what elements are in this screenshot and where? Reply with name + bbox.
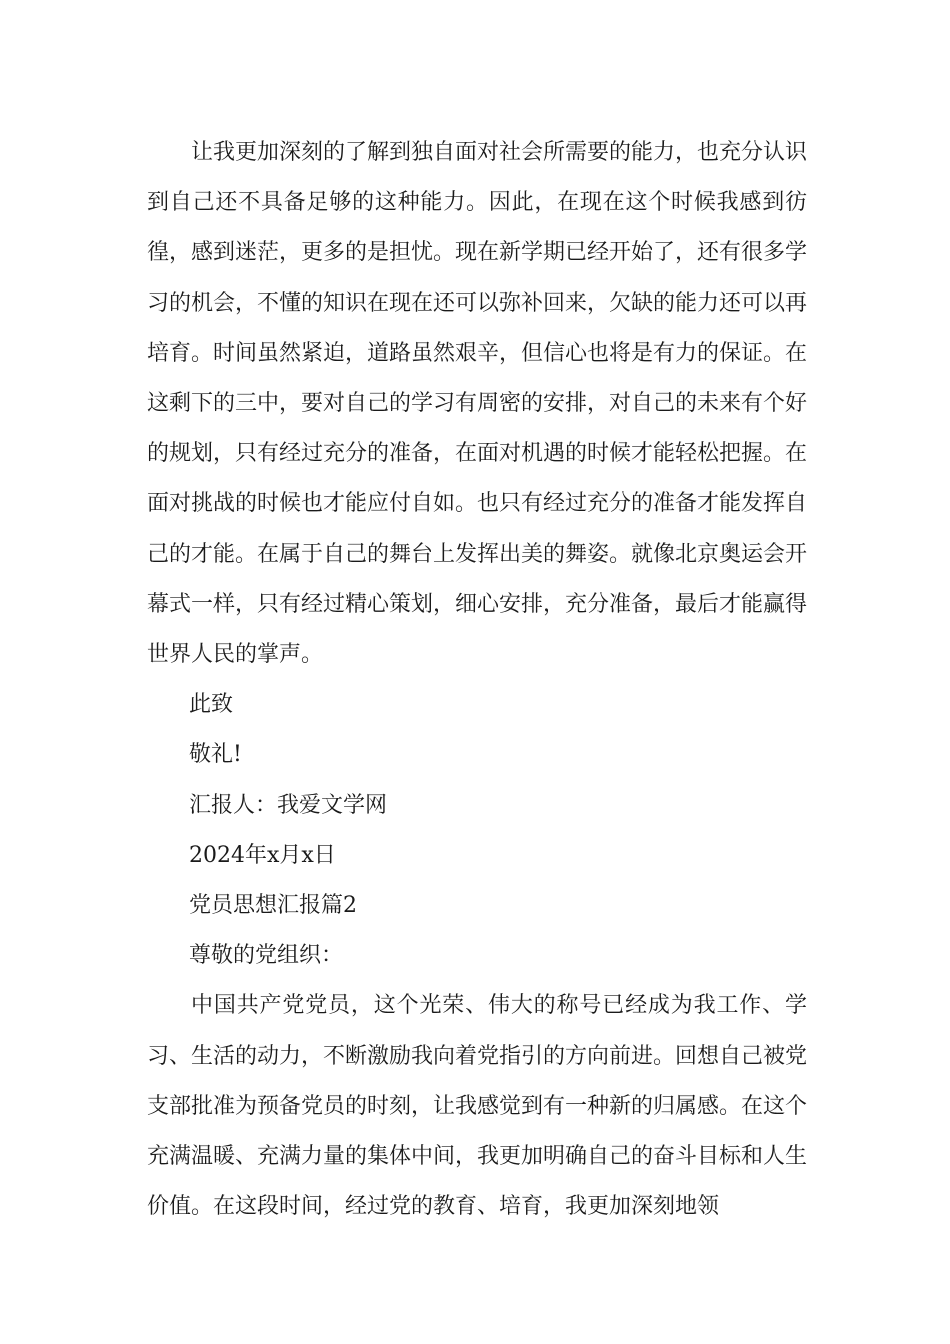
reporter-line: 汇报人：我爱文学网 [189, 792, 388, 818]
section-title: 党员思想汇报篇2 [189, 893, 357, 919]
body-paragraph-2: 中国共产党党员，这个光荣、伟大的称号已经成为我工作、学习、生活的动力，不断激励我向着党指引的方向前进。回想自己被党支部批准为预备党员的时刻，让我感觉到有一种新的归属感。在这个充满温暖、充满力量的集体中间，我更加明确自己的奋斗目标和人生价值。在这段时间，经过党的教育、培育，我更加深刻地领 [147, 993, 808, 1220]
body-paragraph-1: 让我更加深刻的了解到独自面对社会所需要的能力，也充分认识到自己还不具备足够的这种能力。因此，在现在这个时候我感到彷徨，感到迷茫，更多的是担忧。现在新学期已经开始了，还有很多学习的机会，不懂的知识在现在还可以弥补回来，欠缺的能力还可以再培育。时间虽然紧迫，道路虽然艰辛，但信心也将是有力的保证。在这剩下的三中，要对自己的学习有周密的安排，对自己的未来有个好的规划，只有经过充分的准备，在面对机遇的时候才能轻松把握。在面对挑战的时候也才能应付自如。也只有经过充分的准备才能发挥自己的才能。在属于自己的舞台上发挥出美的舞姿。就像北京奥运会开幕式一样，只有经过精心策划，细心安排，充分准备，最后才能赢得世界人民的掌声。 [147, 140, 808, 668]
greeting-line: 尊敬的党组织： [189, 943, 344, 969]
document-page [147, 128, 807, 1232]
date-line: 2024年x月x日 [189, 842, 336, 868]
closing-line: 此致 [189, 692, 234, 718]
salute-line: 敬礼! [189, 742, 242, 768]
